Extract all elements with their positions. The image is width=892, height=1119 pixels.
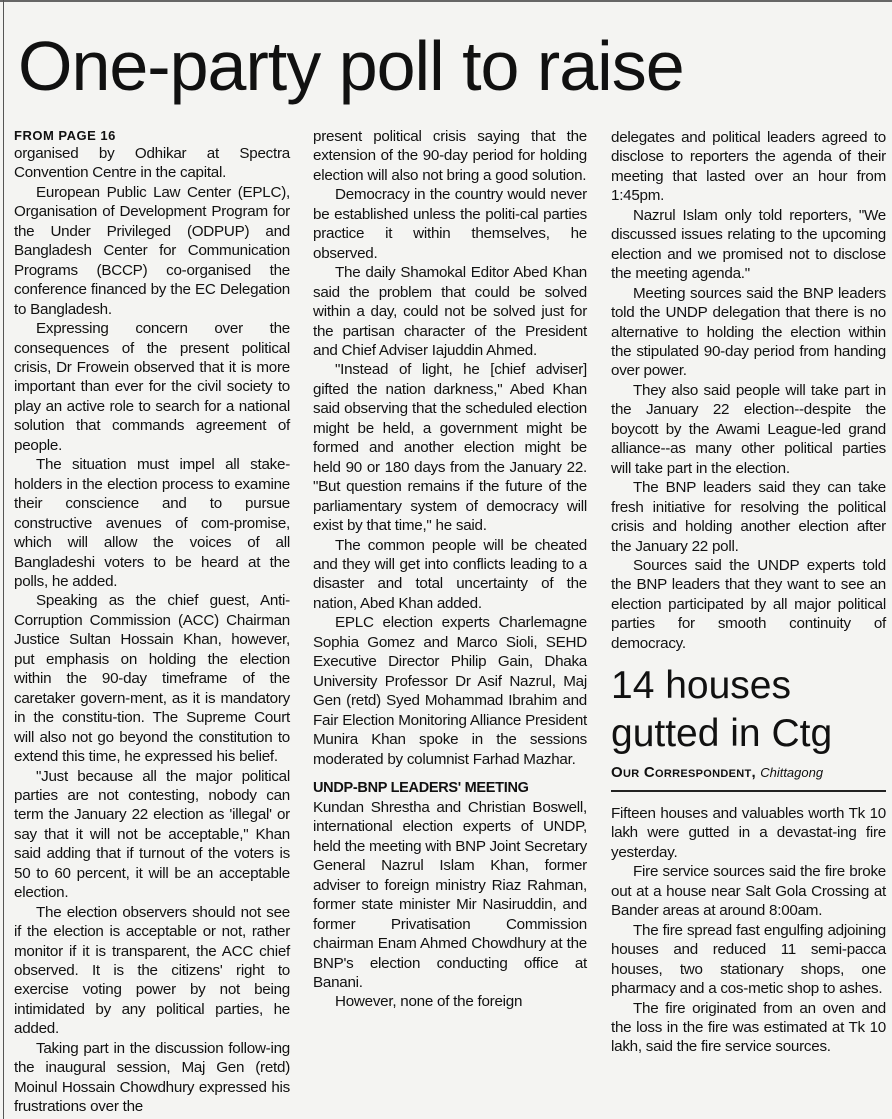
- paragraph: Taking part in the discussion follow-ing the inaugural session, Maj Gen (retd) Moinul Hossain Chowdhury expressed his frustrations over the: [14, 1039, 290, 1116]
- second-article-body: [611, 804, 886, 1057]
- headline: One-party poll to raise: [18, 27, 684, 105]
- byline-rule: [611, 790, 886, 792]
- paragraph: EPLC election experts Charlemagne Sophia Gomez and Marco Sioli, SEHD Executive Director Philip Gain, Dhaka University Professor Dr Asif Nazrul, Maj Gen (retd) Syed Mohammad Ibrahim and Fair Election Monitoring Alliance President Munira Khan spoke in the sessions moderated by columnist Farhad Mazhar.: [313, 614, 587, 768]
- byline: [611, 763, 886, 783]
- paragraph: organised by Odhikar at Spectra Convention Centre in the capital.: [14, 145, 290, 182]
- paragraph: Meeting sources said the BNP leaders told the UNDP delegation that there is no alternative to holding the election within the stipulated 90-day period from handing over power.: [611, 284, 886, 380]
- paragraph: The common people will be cheated and they will get into conflicts leading to a disaster and total uncertainty of the nation, Abed Khan added.: [313, 536, 587, 612]
- left-margin-rule: [3, 0, 4, 1119]
- paragraph: However, none of the foreign: [335, 993, 523, 1011]
- paragraph: European Public Law Center (EPLC), Organisation of Development Program for the Under Privileged (ODPUP) and Bangladesh Center for Communication Programs (BCCP) co-organised the conference financed by the EC Delegation to Bangladesh.: [14, 183, 290, 318]
- article-column-2: [313, 127, 587, 1012]
- paragraph: "Just because all the major political parties are not contesting, nobody can term the January 22 election as 'illegal' or say that it will not be acceptable," Khan said adding that if turnout of the voters is 50 to 60 percent, it will be an acceptable election.: [14, 767, 290, 902]
- byline-place: Chittagong: [760, 765, 824, 780]
- top-rule: [0, 0, 892, 2]
- paragraph: Expressing concern over the consequences of the present political crisis, Dr Frowein observed that it is more important than ever for the civil society to play an active role to search for a national solution that commands agreement of people.: [14, 320, 290, 454]
- paragraph: Speaking as the chief guest, Anti-Corruption Commission (ACC) Chairman Justice Sultan Hossain Khan, however, put emphasis on holding the election within the 90-day timeframe of the caretaker govern-ment, as it is mandatory in the constitu-tion. The Supreme Court will also not go beyond the constitution to extend this time, he expressed his belief.: [14, 592, 290, 766]
- paragraph: The fire spread fast engulfing adjoining houses and reduced 11 semi-pacca houses, two stationary shops, one pharmacy and a cos-metic shop to ashes.: [611, 921, 886, 998]
- paragraph: Fire service sources said the fire broke out at a house near Salt Gola Crossing at Bander areas at around 8:00am.: [611, 863, 886, 920]
- second-headline: [611, 662, 832, 758]
- subhead: UNDP-BNP LEADERS' MEETING: [313, 779, 529, 796]
- paragraph: Democracy in the country would never be established unless the politi-cal parties practice it within themselves, he observed.: [313, 186, 587, 262]
- paragraph: Kundan Shrestha and Christian Boswell, international election experts of UNDP, held the meeting with BNP Joint Secretary General Nazrul Islam Khan, former adviser to foreign ministry Riaz Rahman, former state minister Mir Nasiruddin, and former Privatisation Commission chairman Enam Ahmed Chowdhury at the BNP's election conducting office at Banani.: [313, 798, 587, 992]
- paragraph: present political crisis saying that the extension of the 90-day period for holding election will also not bring a good solution.: [313, 128, 587, 184]
- paragraph: delegates and political leaders agreed to disclose to reporters the agenda of their meeting that lasted over an hour from 1:45pm.: [611, 129, 886, 205]
- paragraph: The daily Shamokal Editor Abed Khan said the problem that could be solved within a day, could not be solved just for the partisan character of the President and Chief Adviser Iajuddin Ahmed.: [313, 264, 587, 359]
- second-headline-line-1: 14 houses: [611, 664, 791, 707]
- byline-name: Our Correspondent,: [611, 764, 757, 781]
- second-headline-line-2: gutted in Ctg: [611, 712, 833, 755]
- article-column-1: [14, 127, 290, 1117]
- paragraph: They also said people will take part in the January 22 election--despite the boycott by the Awami League-led grand alliance--as many other political parties will take part in the election.: [611, 381, 886, 477]
- paragraph: "Instead of light, he [chief adviser] gifted the nation darkness," Abed Khan said observing that the scheduled election might be held, a government might be formed and another election might be held 90 or 180 days from the January 22. "But question remains if the future of the parliamentary system of democracy will exist by that time," he said.: [313, 361, 587, 535]
- jump-label: FROM PAGE 16: [14, 128, 116, 143]
- paragraph: The fire originated from an oven and the loss in the fire was estimated at Tk 10 lakh, said the fire service sources.: [611, 999, 886, 1056]
- paragraph: The BNP leaders said they can take fresh initiative for resolving the political crisis and holding another election after the January 22 poll.: [611, 479, 886, 555]
- paragraph: Nazrul Islam only told reporters, "We discussed issues relating to the upcoming election and we promised not to disclose the meeting agenda.": [611, 206, 886, 283]
- paragraph: Fifteen houses and valuables worth Tk 10 lakh were gutted in a devastat-ing fire yesterday.: [611, 805, 886, 861]
- paragraph: Sources said the UNDP experts told the BNP leaders that they want to see an election participated by all major political parties for smooth continuity of democracy.: [611, 556, 886, 652]
- article-column-3: [611, 128, 886, 653]
- paragraph: The election observers should not see if the election is acceptable or not, rather monitor if it is transparent, the ACC chief observed. It is the citizens' right to exercise voting power by not being intimidated by any political parties, he added.: [14, 903, 290, 1038]
- paragraph: The situation must impel all stake-holders in the election process to examine their conscience and to pursue constructive avenues of com-promise, which will allow the voices of all Bangladeshi voters to be heard at the polls, he added.: [14, 456, 290, 590]
